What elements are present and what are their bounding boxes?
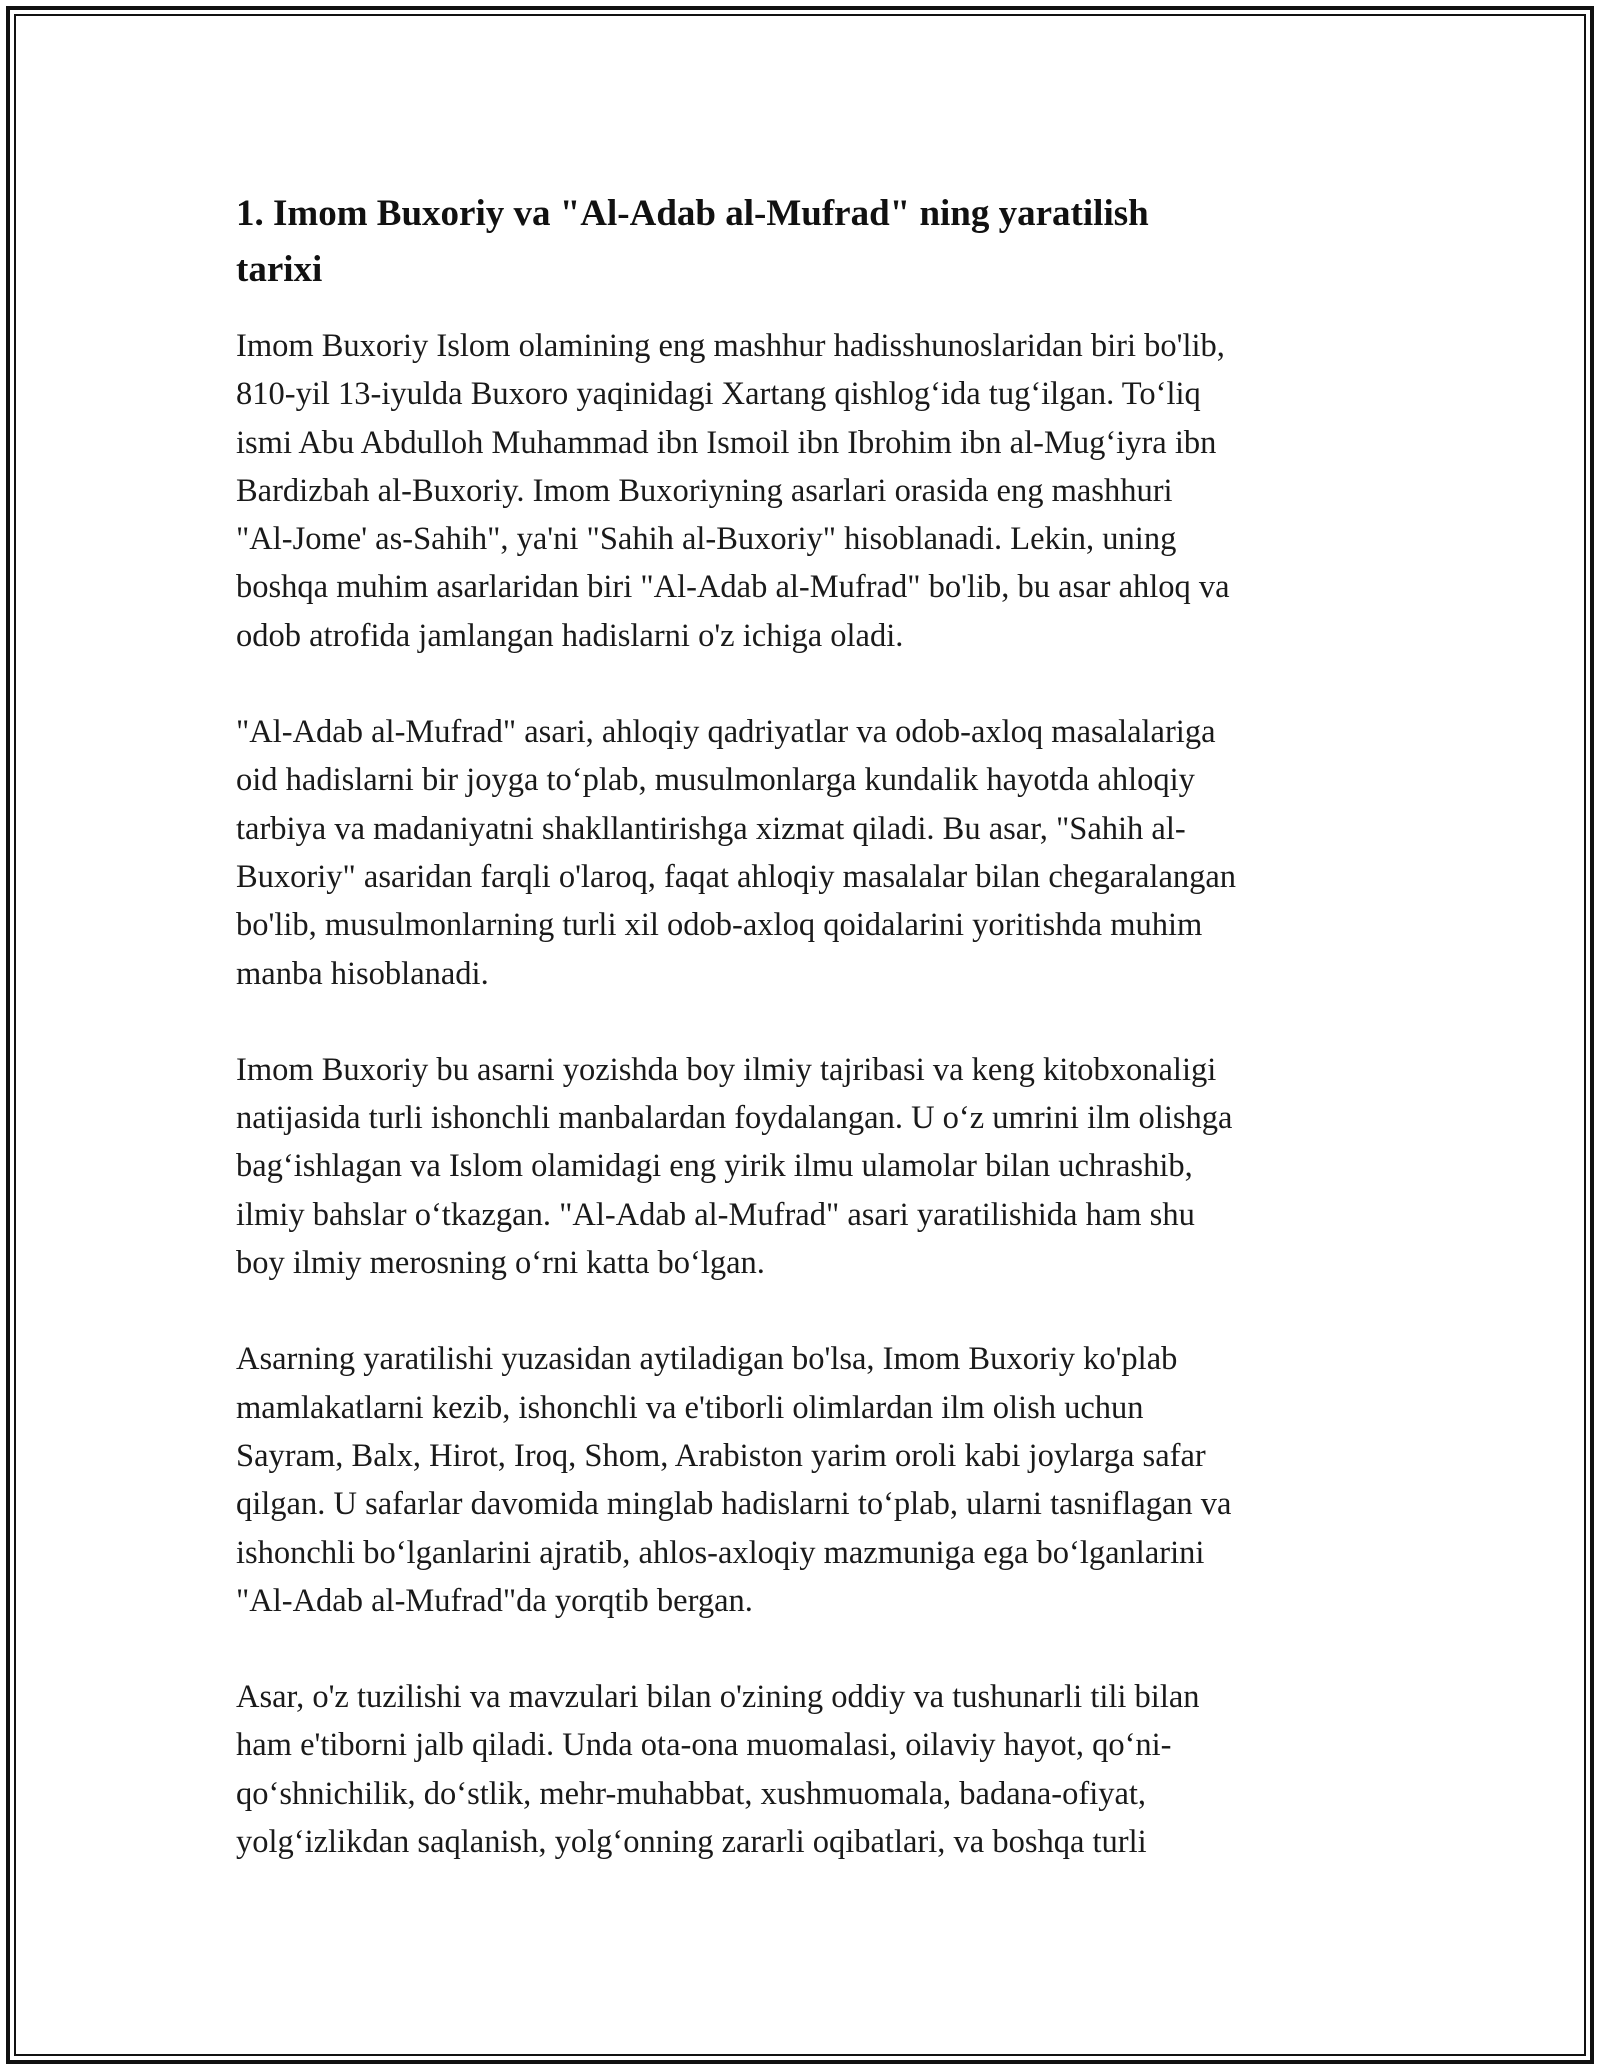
text-line: ishonchli bo‘lganlarini ajratib, ahlos-axloqiy mazmuniga ega bo‘lganlarini bbox=[236, 1534, 1205, 1571]
text-line: manba hisoblanadi. bbox=[236, 955, 489, 992]
paragraph-5 bbox=[236, 1673, 1366, 1866]
text-line: Bardizbah al-Buxoriy. Imom Buxoriyning asarlari orasida eng mashhuri bbox=[236, 472, 1173, 509]
text-line: ham e'tiborni jalb qiladi. Unda ota-ona muomalasi, oilaviy hayot, qo‘ni- bbox=[236, 1727, 1172, 1764]
text-line: Sayram, Balx, Hirot, Iroq, Shom, Arabiston yarim oroli kabi joylarga safar bbox=[236, 1437, 1206, 1474]
text-line: bag‘ishlagan va Islom olamidagi eng yirik ilmu ulamolar bilan uchrashib, bbox=[236, 1148, 1193, 1185]
text-line: "Al-Adab al-Mufrad"da yorqtib bergan. bbox=[236, 1582, 753, 1619]
text-line: 810-yil 13-iyulda Buxoro yaqinidagi Xartang qishlog‘ida tug‘ilgan. To‘liq bbox=[236, 376, 1201, 413]
text-line: Imom Buxoriy Islom olamining eng mashhur hadisshunoslaridan biri bo'lib, bbox=[236, 328, 1225, 364]
paragraph-3 bbox=[236, 1046, 1366, 1287]
text-line: ismi Abu Abdulloh Muhammad ibn Ismoil ibn Ibrohim ibn al-Mug‘iyra ibn bbox=[236, 424, 1217, 461]
text-line: boshqa muhim asarlaridan biri "Al-Adab al-Mufrad" bo'lib, bu asar ahloq va bbox=[236, 569, 1230, 606]
document-body bbox=[236, 186, 1366, 1914]
text-line: boy ilmiy merosning o‘rni katta bo‘lgan. bbox=[236, 1245, 765, 1282]
paragraph-1 bbox=[236, 322, 1366, 660]
paragraph-4 bbox=[236, 1335, 1366, 1625]
text-line: Asar, o'z tuzilishi va mavzulari bilan o'zining oddiy va tushunarli tili bilan bbox=[236, 1679, 1200, 1716]
text-line: bo'lib, musulmonlarning turli xil odob-axloq qoidalarini yoritishda muhim bbox=[236, 907, 1203, 944]
text-line: qo‘shnichilik, do‘stlik, mehr-muhabbat, xushmuomala, badana-ofiyat, bbox=[236, 1775, 1147, 1812]
text-line: ilmiy bahslar o‘tkazgan. "Al-Adab al-Mufrad" asari yaratilishida ham shu bbox=[236, 1196, 1195, 1233]
text-line: "Al-Jome' as-Sahih", ya'ni "Sahih al-Buxoriy" hisoblanadi. Lekin, uning bbox=[236, 521, 1177, 558]
section-title bbox=[236, 186, 1366, 298]
title-line: tarixi bbox=[236, 249, 323, 290]
text-line: odob atrofida jamlangan hadislarni o'z ichiga oladi. bbox=[236, 617, 904, 654]
text-line: mamlakatlarni kezib, ishonchli va e'tiborli olimlardan ilm olish uchun bbox=[236, 1389, 1144, 1426]
paragraph-2 bbox=[236, 708, 1366, 998]
text-line: yolg‘izlikdan saqlanish, yolg‘onning zararli oqibatlari, va boshqa turli bbox=[236, 1824, 1147, 1861]
text-line: Buxoriy" asaridan farqli o'laroq, faqat ahloqiy masalalar bilan chegaralangan bbox=[236, 858, 1237, 895]
text-line: natijasida turli ishonchli manbalardan foydalangan. U o‘z umrini ilm olishga bbox=[236, 1100, 1233, 1137]
text-line: Asarning yaratilishi yuzasidan aytiladigan bo'lsa, Imom Buxoriy ko'plab bbox=[236, 1341, 1178, 1378]
text-line: oid hadislarni bir joyga to‘plab, musulmonlarga kundalik hayotda ahloqiy bbox=[236, 762, 1195, 799]
text-line: "Al-Adab al-Mufrad" asari, ahloqiy qadriyatlar va odob-axloq masalalariga bbox=[236, 714, 1216, 751]
text-line: qilgan. U safarlar davomida minglab hadislarni to‘plab, ularni tasniflagan va bbox=[236, 1486, 1232, 1523]
text-line: Imom Buxoriy bu asarni yozishda boy ilmiy tajribasi va keng kitobxonaligi bbox=[236, 1051, 1217, 1088]
title-line: 1. Imom Buxoriy va "Al-Adab al-Mufrad" ning yaratilish bbox=[236, 193, 1149, 234]
text-line: tarbiya va madaniyatni shakllantirishga xizmat qiladi. Bu asar, "Sahih al- bbox=[236, 810, 1186, 847]
